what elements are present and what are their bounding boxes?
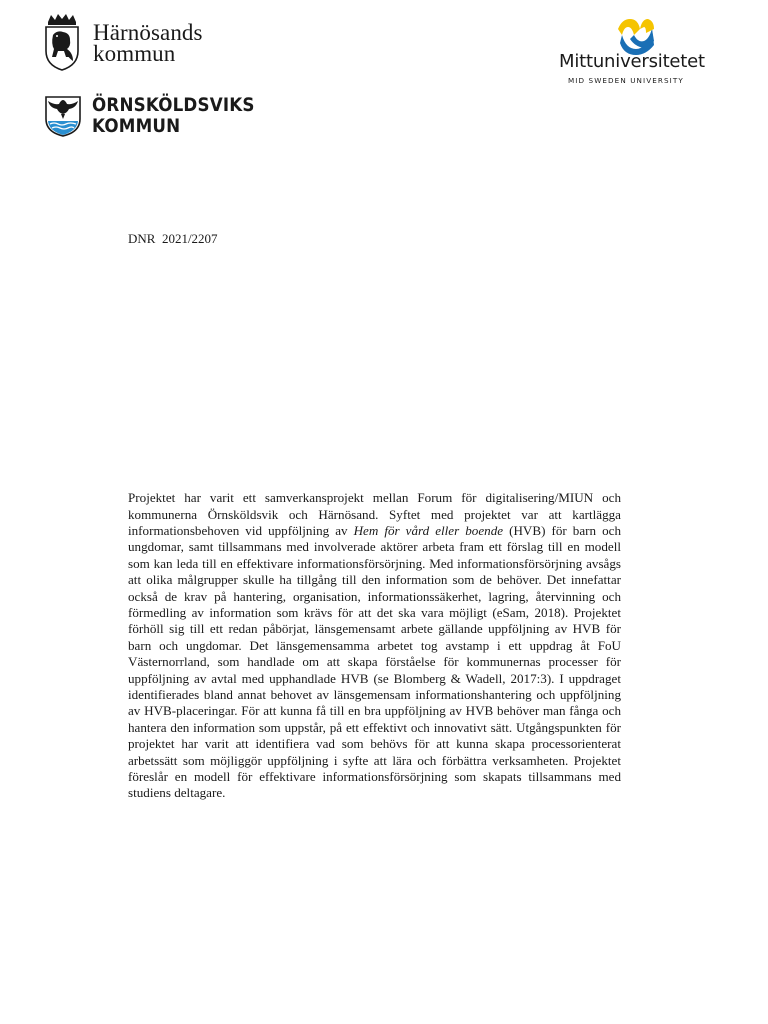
mittuniversitetet-logo <box>558 15 714 87</box>
harnosand-wordmark-line2: kommun <box>93 41 176 66</box>
document-reference-number: DNR 2021/2207 <box>128 231 218 246</box>
harnosand-wordmark <box>93 22 203 64</box>
miun-wave-mark-icon <box>616 15 656 55</box>
miun-name: Mittuniversitetet <box>559 51 705 72</box>
abstract-italic-term: Hem för vård eller boende <box>353 522 504 538</box>
harnosand-wordmark-line1: Härnösands <box>93 20 203 45</box>
ornskoldsvik-coat-of-arms-icon <box>44 95 82 137</box>
ornskoldsviks-kommun-logo <box>44 95 277 139</box>
ornskoldsvik-wordmark <box>92 95 255 137</box>
ornskoldsvik-wordmark-line1: ÖRNSKÖLDSVIKS <box>92 94 255 116</box>
abstract-text-part1: Projektet har varit ett samverkansprojekt mellan Forum för digitalisering/MIUN och kommunerna Örnsköldsvik och Härnösand. Syftet med projektet var att kartlägga informationsbehoven vid uppföljning av <box>128 490 621 538</box>
ornskoldsvik-wordmark-line2: KOMMUN <box>92 115 181 137</box>
harnosands-kommun-logo <box>43 13 203 71</box>
miun-tagline: MID SWEDEN UNIVERSITY <box>568 76 684 85</box>
abstract-text-part2: (HVB) för barn och ungdomar, samt tillsammans med involverade aktörer arbeta fram ett förslag till en modell som kan leda till en effektivare informationsförsörjning. Med informationsförsörjning avsågs att olika målgrupper skulle ha tillgång till den information som de behöver. Det innefattar också de krav på hantering, organisation, informationssäkerhet, lagring, återvinning och förmedling av information som krävs för att det ska vara möjligt (eSam, 2018). Projektet förhöll sig till ett redan påbörjat, länsgemensamt arbete gällande uppföljning av HVB för barn och ungdomar. Det länsgemensamma arbetet tog avstamp i ett uppdrag åt FoU Västernorrland, som handlade om att skapa förståelse för kommunernas processer för uppföljning av avtal med upphandlade HVB (se Blomberg & Wadell, 2017:3). I uppdraget identifierades bland annat behovet av länsgemensam informationshantering och uppföljning av HVB-placeringar. För att kunna få till en bra uppföljning av HVB behöver man fånga och hantera den information som uppstår, på ett effektivt och innovativt sätt. Utgångspunkten för projektet har varit att identifiera vad som behövs för att kunna skapa processorienterat arbetssätt som möjliggör uppföljning i syfte att lära och förbättra verksamheten. Projektet föreslår en modell för effektivare informationsförsörjning som skapats tillsammans med studiens deltagare. <box>128 522 621 801</box>
harnosand-coat-of-arms-icon <box>43 13 81 71</box>
abstract-paragraph <box>128 490 621 802</box>
